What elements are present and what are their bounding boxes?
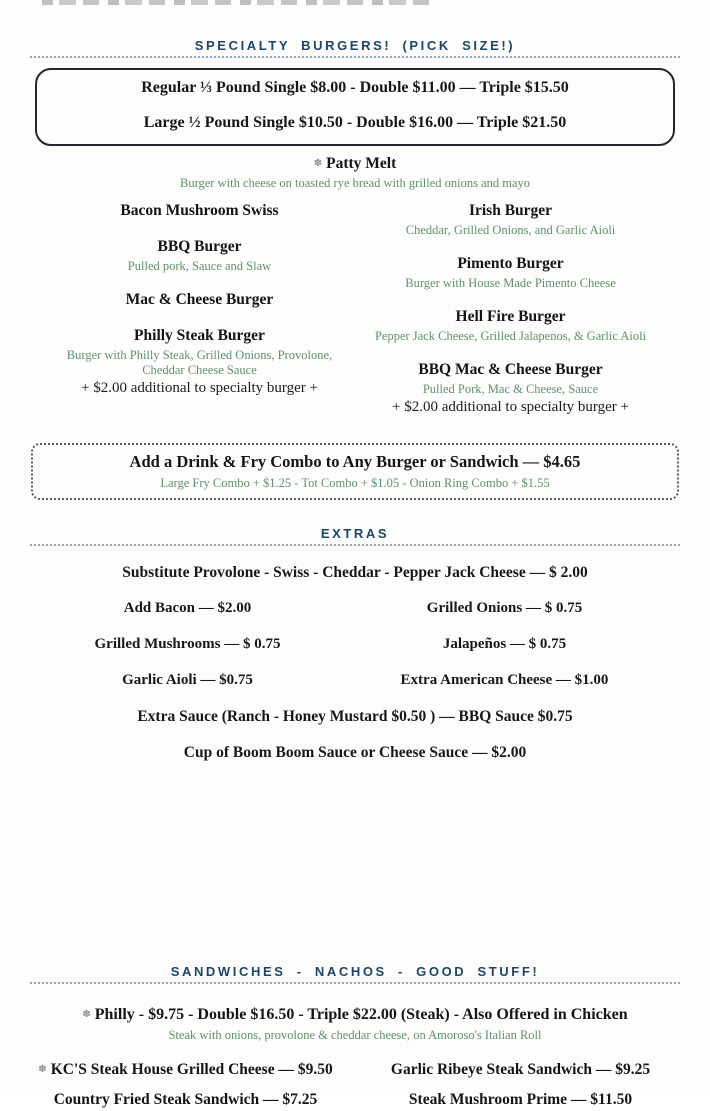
menu-item xyxy=(333,254,688,291)
item-name-text: Garlic Ribeye Steak Sandwich — $9.25 xyxy=(390,1061,651,1078)
menu-item-clipped xyxy=(8,1089,363,1111)
item-name: BBQ Burger xyxy=(157,238,242,255)
extra-sauce-row: Extra Sauce (Ranch - Honey Mustard $0.50 ) — BBQ Sauce $0.75 xyxy=(137,708,573,725)
menu-item xyxy=(22,290,377,310)
extra-item: Add Bacon — $2.00 xyxy=(123,600,252,616)
item-description: Pulled Pork, Mac & Cheese, Sauce xyxy=(422,382,599,396)
menu-item xyxy=(333,201,688,238)
item-name xyxy=(0,154,710,174)
regular-size-line: Regular ⅓ Pound Single $8.00 - Double $11.00 — Triple $15.50 xyxy=(141,79,569,96)
flower-bullet-icon: ✽ xyxy=(82,1009,91,1020)
dotted-rule xyxy=(30,544,680,546)
large-size-line: Large ½ Pound Single $10.50 - Double $16.00 — Triple $21.50 xyxy=(143,114,567,131)
boom-boom-sauce-row: Cup of Boom Boom Sauce or Cheese Sauce — $2.00 xyxy=(183,744,527,761)
item-name-text: Patty Melt xyxy=(326,155,397,172)
item-description: Pulled pork, Sauce and Slaw xyxy=(127,259,272,273)
flower-bullet-icon: ✽ xyxy=(313,158,323,169)
menu-item xyxy=(22,326,377,398)
extras-header: EXTRAS xyxy=(320,526,390,541)
item-name-text: Steak Mushroom Prime — $11.50 xyxy=(408,1091,633,1108)
sandwich-row xyxy=(0,1059,710,1081)
item-name: Hell Fire Burger xyxy=(455,308,566,325)
specialty-burgers-header: SPECIALTY BURGERS! (PICK SIZE!) xyxy=(194,38,516,53)
top-clipped-text-row xyxy=(42,0,430,5)
item-name: Irish Burger xyxy=(468,202,553,219)
item-name: Philly Steak Burger xyxy=(134,327,265,344)
left-column xyxy=(22,201,377,433)
philly-price-line xyxy=(0,1004,710,1026)
sandwiches-header: SANDWICHES - NACHOS - GOOD STUFF! xyxy=(170,964,540,979)
extra-item: Grilled Mushrooms — $ 0.75 xyxy=(94,636,281,652)
substitute-cheese-row: Substitute Provolone - Swiss - Cheddar - Pepper Jack Cheese — $ 2.00 xyxy=(122,564,588,581)
menu-item xyxy=(333,360,688,417)
item-description: Pepper Jack Cheese, Grilled Jalapenos, & Garlic Aioli xyxy=(374,329,647,343)
combo-title: Add a Drink & Fry Combo to Any Burger or Sandwich — $4.65 xyxy=(129,452,581,471)
menu-item-patty-melt xyxy=(0,154,710,191)
menu-item xyxy=(8,1059,363,1081)
item-name: Pimento Burger xyxy=(457,255,564,272)
menu-item xyxy=(333,307,688,344)
dotted-rule xyxy=(30,56,680,58)
philly-price-text: Philly - $9.75 - Double $16.50 - Triple $22.00 (Steak) - Also Offered in Chicken xyxy=(94,1006,628,1023)
flower-bullet-icon: ✽ xyxy=(38,1064,47,1075)
burger-size-box xyxy=(35,68,675,146)
item-description: Burger with cheese on toasted rye bread with grilled onions and mayo xyxy=(179,176,531,190)
drink-fry-combo-box xyxy=(31,443,679,500)
right-column xyxy=(333,201,688,433)
extra-item: Jalapeños — $ 0.75 xyxy=(442,636,567,652)
extra-item: Garlic Aioli — $0.75 xyxy=(122,672,253,688)
extra-item: Extra American Cheese — $1.00 xyxy=(400,672,609,688)
item-name-text: KC'S Steak House Grilled Cheese — $9.50 xyxy=(50,1061,333,1078)
philly-description: Steak with onions, provolone & cheddar cheese, on Amoroso's Italian Roll xyxy=(168,1028,542,1042)
extra-item: Grilled Onions — $ 0.75 xyxy=(426,600,583,616)
item-surcharge-note: + $2.00 additional to specialty burger + xyxy=(80,380,318,396)
combo-options: Large Fry Combo + $1.25 - Tot Combo + $1.05 - Onion Ring Combo + $1.55 xyxy=(160,476,550,490)
extras-grid xyxy=(0,598,710,690)
item-name-text: Country Fried Steak Sandwich — $7.25 xyxy=(53,1091,318,1108)
item-name: BBQ Mac & Cheese Burger xyxy=(418,361,603,378)
item-description: Cheddar, Grilled Onions, and Garlic Aioli xyxy=(405,223,616,237)
item-name: Mac & Cheese Burger xyxy=(125,291,274,308)
item-surcharge-note: + $2.00 additional to specialty burger + xyxy=(391,399,629,415)
item-description: Burger with House Made Pimento Cheese xyxy=(405,276,616,290)
bottom-clipped-row xyxy=(0,1089,710,1111)
menu-item-clipped xyxy=(343,1089,698,1111)
menu-item xyxy=(22,237,377,274)
menu-item xyxy=(22,201,377,221)
dotted-rule xyxy=(30,982,680,984)
item-description: Burger with Philly Steak, Grilled Onions, Provolone, Cheddar Cheese Sauce xyxy=(66,348,333,377)
menu-item xyxy=(343,1059,698,1081)
item-name: Bacon Mushroom Swiss xyxy=(120,202,279,219)
specialty-burger-columns xyxy=(0,201,710,433)
